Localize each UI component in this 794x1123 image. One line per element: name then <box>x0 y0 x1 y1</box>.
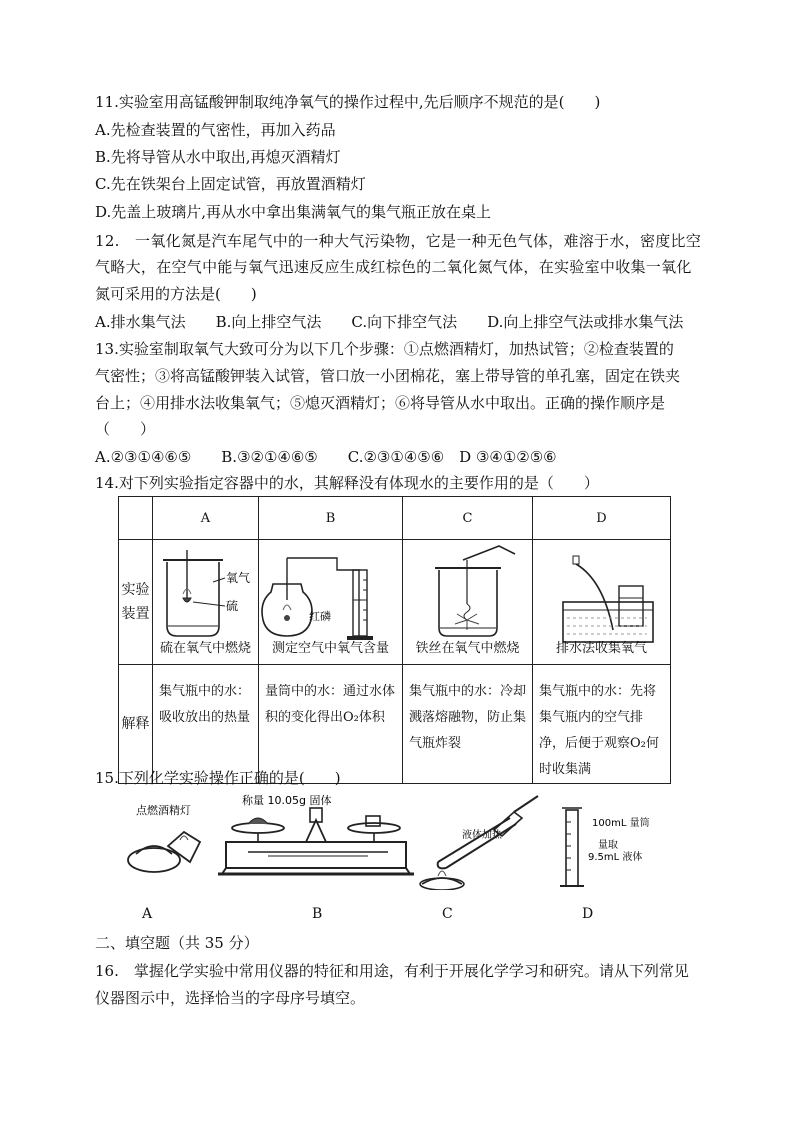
figure-c-heating <box>420 796 538 890</box>
row-label-explain: 解释 <box>119 665 153 784</box>
setup-cell-b <box>259 540 403 665</box>
q15-label-d: D <box>582 906 594 922</box>
explain-c <box>403 665 533 784</box>
q13-line-1: 13.实验室制取氧气大致可分为以下几个步骤：①点燃酒精灯，加热试管；②检查装置的 <box>95 340 674 358</box>
q15-label-b: B <box>312 906 323 922</box>
row-label-setup-text: 实验 装置 <box>121 582 150 622</box>
caption-a: 硫在氧气中燃烧 <box>159 641 251 656</box>
experiment-table <box>118 496 671 784</box>
q13-line-2: 气密性；③将高锰酸钾装入试管，管口放一小团棉花，塞上带导管的单孔塞，固定在铁夹 <box>95 367 681 385</box>
label-measure-2: 9.5mL 液体 <box>588 852 643 863</box>
caption-d: 排水法收集氧气 <box>555 641 647 656</box>
explain-c-text: 集气瓶中的水：冷却溅落熔融物，防止集气瓶炸裂 <box>409 684 527 751</box>
table-setup-row <box>119 540 671 665</box>
q11-option-d: D.先盖上玻璃片,再从水中拿出集满氧气的集气瓶正放在桌上 <box>95 203 492 221</box>
q11-option-c: C.先在铁架台上固定试管，再放置酒精灯 <box>95 175 366 193</box>
q15-figures <box>118 790 678 890</box>
q14-stem: 14.对下列实验指定容器中的水，其解释没有体现水的主要作用的是（ ） <box>95 474 599 492</box>
label-balance: 称量 10.05g 固体 <box>242 794 332 807</box>
explain-d-text: 集气瓶中的水：先将集气瓶内的空气排净，后便于观察O₂何时收集满 <box>539 684 659 777</box>
explain-a-text: 集气瓶中的水：吸收放出的热量 <box>159 684 251 725</box>
q16-line-1: 16. 掌握化学实验中常用仪器的特征和用途，有利于开展化学学习和研究。请从下列常见 <box>95 962 689 980</box>
header-b: B <box>259 497 403 540</box>
q16-line-2: 仪器图示中，选择恰当的字母序号填空。 <box>95 989 366 1007</box>
setup-cell-c <box>403 540 533 665</box>
figure-a-lamp <box>128 803 200 872</box>
table-corner <box>119 497 153 540</box>
label-red-phosphorus: 红磷 <box>309 610 331 623</box>
q15-label-c: C <box>442 906 453 922</box>
figure-d-cylinder <box>560 808 650 886</box>
caption-b: 测定空气中氧气含量 <box>271 641 389 656</box>
header-a: A <box>153 497 259 540</box>
explain-b-text: 量筒中的水：通过水体积的变化得出O₂体积 <box>265 684 396 725</box>
table-header-row <box>119 497 671 540</box>
label-lamp: 点燃酒精灯 <box>136 804 191 817</box>
q13-line-4: （ ） <box>95 420 156 438</box>
q12-line-2: 气略大，在空气中能与氧气迅速反应生成红棕色的二氧化氮气体，在实验室中收集一氧化 <box>95 258 692 276</box>
label-heating: 液体加热 <box>462 830 502 841</box>
label-measure-1: 量取 <box>598 840 618 851</box>
explain-d <box>533 665 671 784</box>
q15-stem: 15.下列化学实验操作正确的是( ) <box>95 769 341 787</box>
q11-stem: 11.实验室用高锰酸钾制取纯净氧气的操作过程中,先后顺序不规范的是( ) <box>95 93 601 111</box>
q15-label-a: A <box>142 906 153 922</box>
figure-b-balance <box>218 793 414 874</box>
q11-option-a: A.先检查装置的气密性，再加入药品 <box>95 121 336 139</box>
explain-b <box>259 665 403 784</box>
table-explain-row <box>119 665 671 784</box>
caption-c: 铁丝在氧气中燃烧 <box>415 641 520 656</box>
label-oxygen: 氧气 <box>226 571 251 585</box>
q12-line-1: 12. 一氧化氮是汽车尾气中的一种大气污染物，它是一种无色气体，难溶于水，密度比空 <box>95 232 702 250</box>
header-c: C <box>403 497 533 540</box>
row-label-setup <box>119 540 153 665</box>
q12-options: A.排水集气法 B.向上排空气法 C.向下排空气法 D.向上排空气法或排水集气法 <box>95 313 684 331</box>
header-d: D <box>533 497 671 540</box>
q12-line-3: 氮可采用的方法是( ) <box>95 285 257 303</box>
explain-a <box>153 665 259 784</box>
q13-options: A.②③①④⑥⑤ B.③②①④⑥⑤ C.②③①④⑤⑥ D ③④①②⑤⑥ <box>95 448 557 466</box>
setup-cell-d <box>533 540 671 665</box>
label-sulfur: 硫 <box>226 599 239 613</box>
q13-line-3: 台上；④用排水法收集氧气；⑤熄灭酒精灯；⑥将导管从水中取出。正确的操作顺序是 <box>95 394 666 412</box>
section-2-title: 二、填空题（共 35 分） <box>95 934 259 952</box>
q11-option-b: B.先将导管从水中取出,再熄灭酒精灯 <box>95 148 341 166</box>
label-cylinder: 100mL 量筒 <box>592 818 650 829</box>
setup-cell-a <box>153 540 259 665</box>
